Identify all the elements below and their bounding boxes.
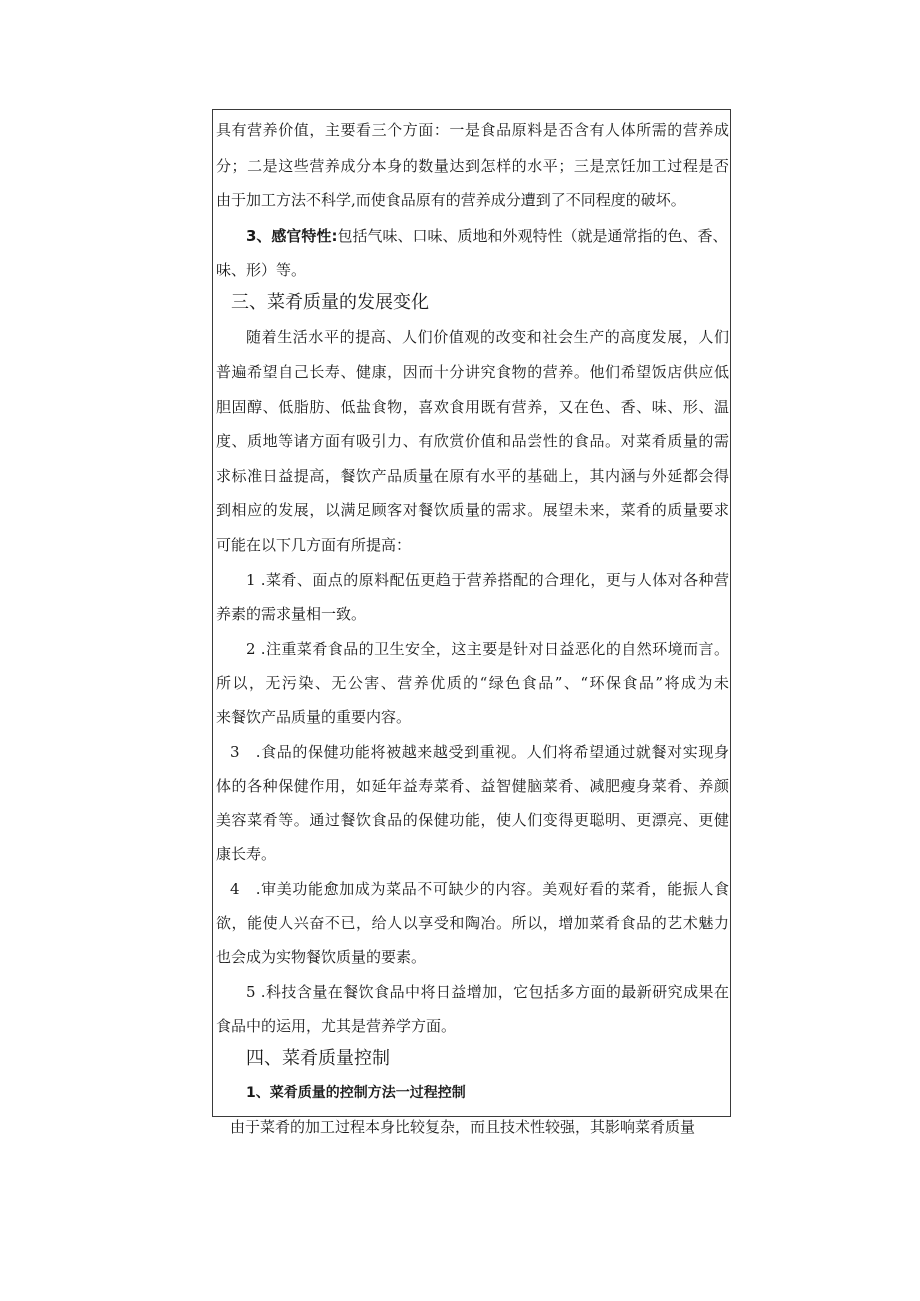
body-line: 欲，能使人兴奋不已，给人以享受和陶冶。所以，增加菜肴食品的艺术魅力 — [216, 914, 729, 932]
trailing-text: 由于菜肴的加工过程本身比较复杂，而且技术性较强，其影响菜肴质量 — [230, 1118, 696, 1136]
body-line: 美容菜肴等。通过餐饮食品的保健功能，使人们变得更聪明、更漂亮、更健 — [216, 811, 729, 829]
body-line: 康长寿。 — [216, 845, 277, 863]
list-item-4: 4 .审美功能愈加成为菜品不可缺少的内容。美观好看的菜肴，能振人食 — [230, 880, 729, 898]
body-line: 普遍希望自己长寿、健康，因而十分讲究食物的营养。他们希望饭店供应低 — [216, 363, 729, 381]
body-line: 度、质地等诸方面有吸引力、有欣赏价值和品尝性的食品。对菜肴质量的需 — [216, 432, 729, 450]
body-line: 味、形）等。 — [216, 261, 307, 279]
body-line: 食品中的运用，尤其是营养学方面。 — [216, 1017, 457, 1035]
list-item-2: 2 .注重菜肴食品的卫生安全，这主要是针对日益恶化的自然环境而言。 — [246, 640, 729, 658]
body-line: 求标准日益提高，餐饮产品质量在原有水平的基础上，其内涵与外延都会得 — [216, 467, 729, 485]
subsection-heading: 1、菜肴质量的控制方法一过程控制 — [246, 1085, 466, 1101]
body-line: 来餐饮产品质量的重要内容。 — [216, 708, 412, 726]
body-line: 分；二是这些营养成分本身的数量达到怎样的水平；三是烹饪加工过程是否 — [216, 157, 729, 175]
body-line: 到相应的发展，以满足顾客对餐饮质量的需求。展望未来，菜肴的质量要求 — [216, 501, 729, 519]
body-line: 具有营养价值，主要看三个方面：一是食品原料是否含有人体所需的营养成 — [216, 121, 729, 139]
sensory-text: 包括气味、口味、质地和外观特性（就是通常指的色、香、 — [337, 227, 728, 245]
body-line: 也会成为实物餐饮质量的要素。 — [216, 948, 427, 966]
section-heading-4: 四、菜肴质量控制 — [246, 1048, 390, 1069]
sensory-label: 3、感官特性: — [246, 227, 338, 245]
body-line: 可能在以下几方面有所提高： — [216, 536, 412, 554]
section-heading-3: 三、菜肴质量的发展变化 — [231, 292, 429, 313]
list-item-3: 3 .食品的保健功能将被越来越受到重视。人们将希望通过就餐对实现身 — [230, 743, 729, 761]
body-line: 由于加工方法不科学,而使食品原有的营养成分遭到了不同程度的破坏。 — [216, 191, 686, 209]
sensory-line — [246, 226, 729, 246]
list-item-5: 5 .科技含量在餐饮食品中将日益增加，它包括多方面的最新研究成果在 — [246, 983, 729, 1001]
body-line: 体的各种保健作用，如延年益寿菜肴、益智健脑菜肴、减肥瘦身菜肴、养颜 — [216, 777, 729, 795]
body-line: 胆固醇、低脂肪、低盐食物，喜欢食用既有营养，又在色、香、味、形、温 — [216, 398, 729, 416]
body-line: 养素的需求量相一致。 — [216, 605, 367, 623]
body-line: 随着生活水平的提高、人们价值观的改变和社会生产的高度发展，人们 — [246, 328, 729, 346]
body-line: 所以，无污染、无公害、营养优质的“绿色食品”、“环保食品”将成为未 — [216, 674, 729, 692]
list-item-1: 1 .菜肴、面点的原料配伍更趋于营养搭配的合理化，更与人体对各种营 — [246, 571, 729, 589]
